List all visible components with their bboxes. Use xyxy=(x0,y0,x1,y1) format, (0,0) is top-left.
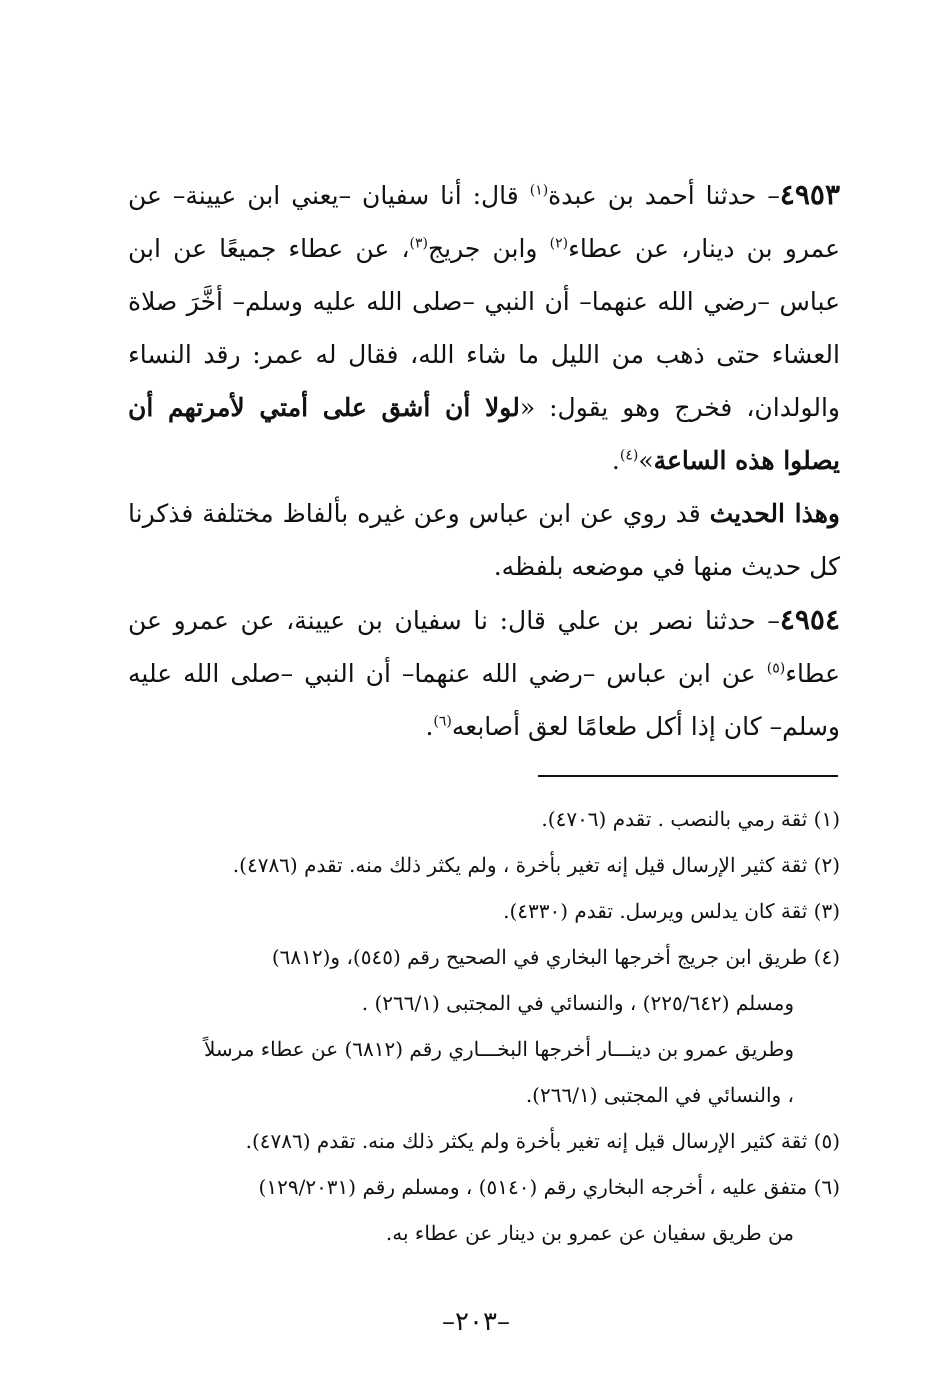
footnote-ref: (١) xyxy=(529,182,549,199)
footnote-ref: (٤) xyxy=(619,447,639,464)
hadith-number: ٤٩٥٣ xyxy=(779,178,840,211)
footnote-6-line-1: (٦) متفق عليه ، أخرجه البخاري رقم (٥١٤٠) ، ومسلم رقم (١٢٩/٢٠٣١) xyxy=(258,1175,840,1199)
hadith-text: . xyxy=(611,446,620,475)
footnote-separator xyxy=(538,775,838,777)
page-number: –٢٠٣– xyxy=(442,1307,510,1337)
footnote-4-line-2: ومسلم (٢٢٥/٦٤٢) ، والنسائي في المجتبى (٢٦٦/١) . xyxy=(361,991,794,1015)
footnote-ref: (٥) xyxy=(766,660,786,677)
hadith-4953 xyxy=(128,168,840,487)
prophet-quote: لولا أن أشق على أمتي لأمرتهم أن يصلوا هذه الساعة xyxy=(128,393,840,475)
footnote-ref: (٢) xyxy=(549,235,569,252)
footnote-2: (٢) ثقة كثير الإرسال قيل إنه تغير بأخرة ، ولم يكثر ذلك منه. تقدم (٤٧٨٦). xyxy=(232,853,840,877)
footnote-5: (٥) ثقة كثير الإرسال قيل إنه تغير بأخرة ولم يكثر ذلك منه. تقدم (٤٧٨٦). xyxy=(245,1129,840,1153)
footnote-1: (١) ثقة رمي بالنصب . تقدم (٤٧٠٦). xyxy=(541,807,840,831)
hadith-number: ٤٩٥٤ xyxy=(779,603,840,636)
hadith-text: وابن جريج xyxy=(427,234,550,263)
footnote-3: (٣) ثقة كان يدلس ويرسل. تقدم (٤٣٣٠). xyxy=(503,899,840,923)
hadith-text: قال: أنا سفيان –يعني ابن عيينة– عن عمرو بن دينار، عن عطاء xyxy=(128,181,841,263)
footnote-4-line-3: وطريق عمرو بن دينـــار أخرجها البخـــاري رقم (٦٨١٢) عن عطاء مرسلاً xyxy=(203,1037,794,1061)
footnotes xyxy=(128,796,840,1256)
footnote-ref: (٦) xyxy=(433,713,452,730)
comment-text: قد روي عن ابن عباس وعن غيره بألفاظ مختلفة فذكرنا كل حديث منها في موضعه بلفظه. xyxy=(128,499,840,581)
comment-lead: وهذا الحديث xyxy=(709,499,840,528)
hadith-text: – حدثنا أحمد بن عبدة xyxy=(548,181,780,210)
hadith-text: ، عن عطاء جميعًا عن ابن عباس –رضي الله عنهما– أن النبي –صلى الله عليه وسلم– أخَّرَ صلاة العشاء حتى ذهب من الليل ما شاء الله، فقال له عمر: رقد النساء والولدان، فخرج وهو يقول: « xyxy=(128,234,840,422)
hadith-text: – حدثنا نصر بن علي قال: نا سفيان بن عيينة، عن عمرو عن عطاء xyxy=(128,606,840,688)
footnote-6-line-2: من طريق سفيان عن عمرو بن دينار عن عطاء به. xyxy=(385,1221,794,1245)
main-text xyxy=(128,168,840,753)
footnote-4-line-1: (٤) طريق ابن جريج أخرجها البخاري في الصحيح رقم (٥٤٥)، و(٦٨١٢) xyxy=(271,945,840,969)
footnote-ref: (٣) xyxy=(409,235,428,252)
hadith-text: عن ابن عباس –رضي الله عنهما– أن النبي –صلى الله عليه وسلم– كان إذا أكل طعامًا لعق أصابعه xyxy=(128,659,840,741)
hadith-4954 xyxy=(128,593,840,753)
hadith-text: . xyxy=(425,712,434,741)
footnote-4-line-4: ، والنسائي في المجتبى (٢٦٦/١). xyxy=(525,1083,794,1107)
author-comment xyxy=(128,487,840,593)
hadith-text: » xyxy=(638,446,654,475)
